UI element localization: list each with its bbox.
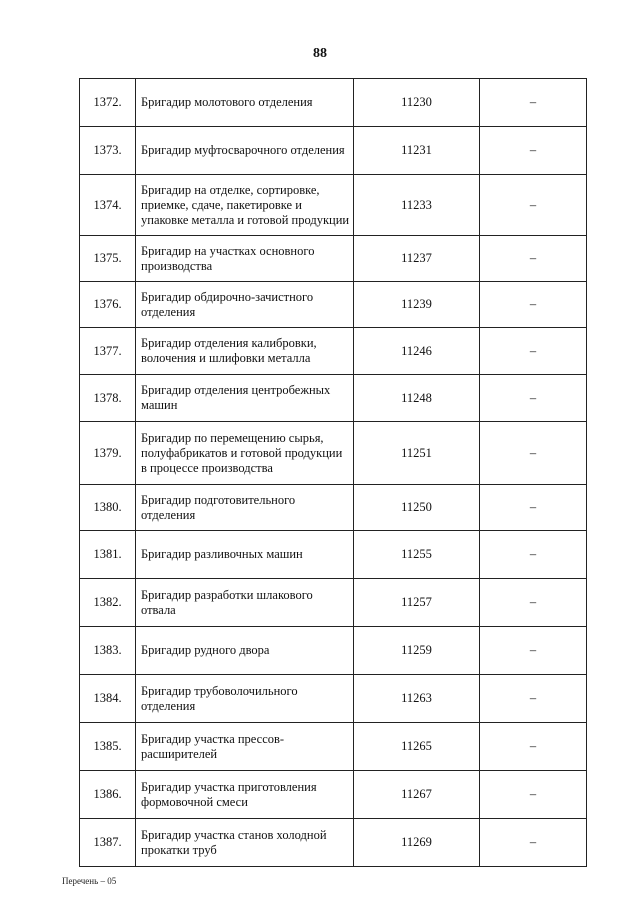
row-number: 1374. xyxy=(80,175,136,236)
profession-name: Бригадир отделения центробежных машин xyxy=(136,375,354,422)
profession-code: 11239 xyxy=(354,282,480,328)
extra-value: – xyxy=(480,485,587,531)
table-row xyxy=(80,375,587,422)
extra-value: – xyxy=(480,422,587,485)
extra-value: – xyxy=(480,723,587,771)
table-row xyxy=(80,723,587,771)
extra-value: – xyxy=(480,127,587,175)
profession-name: Бригадир муфтосварочного отделения xyxy=(136,127,354,175)
table-row xyxy=(80,819,587,867)
profession-name: Бригадир рудного двора xyxy=(136,627,354,675)
table-row xyxy=(80,579,587,627)
table-row xyxy=(80,485,587,531)
row-number: 1377. xyxy=(80,328,136,375)
profession-name: Бригадир участка прессов-расширителей xyxy=(136,723,354,771)
profession-name: Бригадир участка приготовления формовочной смеси xyxy=(136,771,354,819)
page-number: 88 xyxy=(313,46,327,61)
row-number: 1385. xyxy=(80,723,136,771)
extra-value: – xyxy=(480,531,587,579)
extra-value: – xyxy=(480,328,587,375)
row-number: 1386. xyxy=(80,771,136,819)
profession-code: 11246 xyxy=(354,328,480,375)
profession-code: 11230 xyxy=(354,79,480,127)
extra-value: – xyxy=(480,236,587,282)
table-row xyxy=(80,282,587,328)
row-number: 1375. xyxy=(80,236,136,282)
profession-code: 11269 xyxy=(354,819,480,867)
profession-name: Бригадир подготовительного отделения xyxy=(136,485,354,531)
row-number: 1382. xyxy=(80,579,136,627)
row-number: 1384. xyxy=(80,675,136,723)
profession-code: 11263 xyxy=(354,675,480,723)
profession-name: Бригадир молотового отделения xyxy=(136,79,354,127)
extra-value: – xyxy=(480,375,587,422)
table-row xyxy=(80,771,587,819)
profession-code: 11248 xyxy=(354,375,480,422)
extra-value: – xyxy=(480,819,587,867)
profession-name: Бригадир на отделке, сортировке, приемке, сдаче, пакетировке и упаковке металла и готовой продукции xyxy=(136,175,354,236)
table-row xyxy=(80,127,587,175)
extra-value: – xyxy=(480,579,587,627)
table-row xyxy=(80,675,587,723)
table-row xyxy=(80,175,587,236)
table-row xyxy=(80,627,587,675)
profession-name: Бригадир отделения калибровки, волочения и шлифовки металла xyxy=(136,328,354,375)
extra-value: – xyxy=(480,175,587,236)
profession-name: Бригадир разливочных машин xyxy=(136,531,354,579)
extra-value: – xyxy=(480,79,587,127)
profession-name: Бригадир обдирочно-зачистного отделения xyxy=(136,282,354,328)
row-number: 1376. xyxy=(80,282,136,328)
table-row xyxy=(80,79,587,127)
row-number: 1373. xyxy=(80,127,136,175)
profession-code: 11259 xyxy=(354,627,480,675)
row-number: 1372. xyxy=(80,79,136,127)
profession-code: 11255 xyxy=(354,531,480,579)
row-number: 1380. xyxy=(80,485,136,531)
profession-code: 11257 xyxy=(354,579,480,627)
table-row xyxy=(80,531,587,579)
extra-value: – xyxy=(480,627,587,675)
profession-code: 11233 xyxy=(354,175,480,236)
table-row xyxy=(80,236,587,282)
footer-label: Перечень – 05 xyxy=(62,876,117,886)
profession-code: 11251 xyxy=(354,422,480,485)
extra-value: – xyxy=(480,771,587,819)
profession-name: Бригадир по перемещению сырья, полуфабрикатов и готовой продукции в процессе производства xyxy=(136,422,354,485)
row-number: 1379. xyxy=(80,422,136,485)
profession-code: 11265 xyxy=(354,723,480,771)
table-row xyxy=(80,422,587,485)
row-number: 1387. xyxy=(80,819,136,867)
profession-code: 11250 xyxy=(354,485,480,531)
row-number: 1378. xyxy=(80,375,136,422)
profession-name: Бригадир трубоволочильного отделения xyxy=(136,675,354,723)
profession-code: 11231 xyxy=(354,127,480,175)
professions-table xyxy=(79,78,587,867)
profession-code: 11237 xyxy=(354,236,480,282)
extra-value: – xyxy=(480,675,587,723)
profession-code: 11267 xyxy=(354,771,480,819)
row-number: 1383. xyxy=(80,627,136,675)
table-row xyxy=(80,328,587,375)
profession-name: Бригадир участка станов холодной прокатки труб xyxy=(136,819,354,867)
extra-value: – xyxy=(480,282,587,328)
profession-name: Бригадир на участках основного производства xyxy=(136,236,354,282)
profession-name: Бригадир разработки шлакового отвала xyxy=(136,579,354,627)
row-number: 1381. xyxy=(80,531,136,579)
